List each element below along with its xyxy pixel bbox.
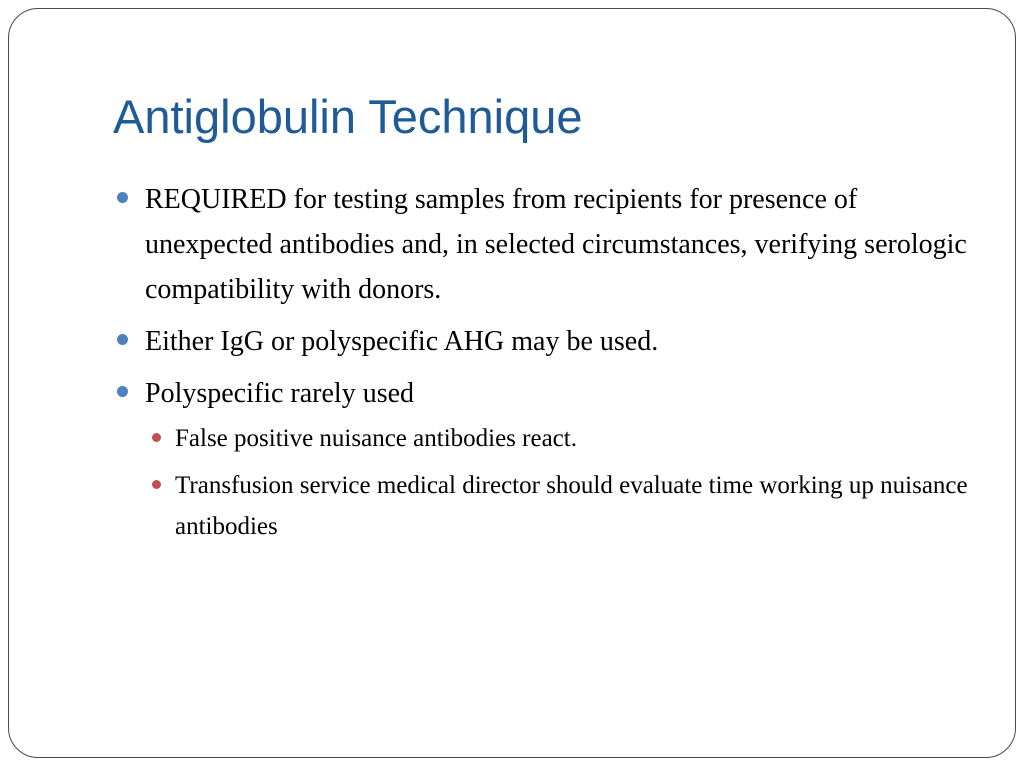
- bullet-dot-icon: [117, 334, 128, 345]
- sub-bullet-list: [145, 418, 973, 547]
- bullet-text: Either IgG or polyspecific AHG may be used.: [145, 326, 659, 357]
- bullet-item: [113, 371, 973, 547]
- bullet-text: Polyspecific rarely used: [145, 378, 415, 409]
- sub-bullet-text: False positive nuisance antibodies react.: [175, 425, 577, 452]
- sub-bullet-item: [145, 418, 973, 459]
- bullet-item: [113, 177, 973, 312]
- bullet-list: [113, 177, 973, 554]
- sub-bullet-dot-icon: [152, 480, 161, 489]
- bullet-item: [113, 319, 973, 364]
- sub-bullet-item: [145, 465, 973, 547]
- sub-bullet-dot-icon: [152, 433, 161, 442]
- bullet-dot-icon: [117, 192, 128, 203]
- sub-bullet-text: Transfusion service medical director should evaluate time working up nuisance antibodies: [175, 472, 968, 540]
- slide: [8, 8, 1016, 758]
- bullet-dot-icon: [117, 386, 128, 397]
- slide-title: Antiglobulin Technique: [113, 90, 583, 143]
- bullet-text: REQUIRED for testing samples from recipients for presence of unexpected antibodies and, in selected circumstances, verifying serologic compatibility with donors.: [145, 184, 967, 305]
